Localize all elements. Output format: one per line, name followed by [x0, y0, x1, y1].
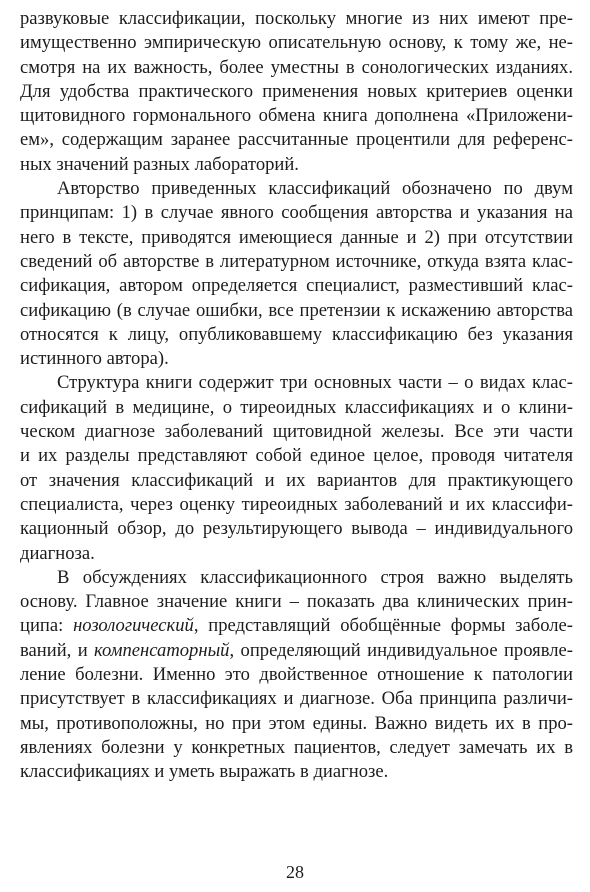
text-line: ление болезни. Именно это двойственное отношение к патологии — [20, 664, 573, 686]
text-line: него в тексте, приводятся имеющиеся данные и 2) при отсутствии — [20, 226, 573, 248]
text-fragment: , представлящий обобщённые формы заболе- — [193, 615, 573, 637]
italic-term-nosological: нозологический — [73, 615, 194, 637]
text-line — [20, 614, 573, 638]
text-line: ем», содержащим заранее рассчитанные процентили для референс- — [20, 129, 573, 151]
text-line: сификацию (в случае ошибки, все претензии к искажению авторства — [20, 299, 573, 321]
text-line: ных значений разных лабораторий. — [20, 153, 299, 175]
paragraph-1 — [20, 7, 573, 177]
text-line: классификациях и уметь выражать в диагнозе. — [20, 761, 389, 783]
text-line: основу. Главное значение книги – показать два клинических прин- — [20, 591, 573, 613]
text-line: Для удобства практического применения новых критериев оценки — [20, 80, 573, 102]
text-line: ческом диагнозе заболеваний щитовидной железы. Все эти части — [20, 421, 573, 443]
text-line: сификаций в медицине, о тиреоидных классификациях и о клини- — [20, 396, 573, 418]
text-line: Авторство приведенных классификаций обозначено по двум — [57, 178, 573, 200]
text-line: и их разделы представляют собой единое целое, проводя читателя — [20, 445, 573, 467]
paragraph-4 — [20, 566, 573, 785]
text-line: щитовидного гормонального обмена книга дополнена «Приложени- — [20, 105, 573, 127]
text-line: мы, противоположны, но при этом едины. Важно видеть их в про- — [20, 712, 573, 734]
text-line: от значения классификаций и их вариантов для практикующего — [20, 469, 573, 491]
text-line: явлениях болезни у конкретных пациентов, следует замечать их в — [20, 736, 573, 758]
text-line — [20, 639, 573, 663]
text-line: Структура книги содержит три основных части – о видах клас- — [57, 372, 573, 394]
italic-term-compensatory: компенсаторный — [94, 639, 230, 661]
paragraph-2 — [20, 177, 573, 371]
text-line: смотря на их важность, более уместны в сонологических изданиях. — [20, 56, 573, 78]
text-line: сификация, автором определяется специалист, разместивший клас- — [20, 275, 573, 297]
page-number: 28 — [286, 862, 304, 882]
text-line: кационный обзор, до результирующего вывода – индивидуального — [20, 518, 573, 540]
text-line: сведений об авторстве в литературном источнике, откуда взята клас- — [20, 250, 573, 272]
text-line: принципам: 1) в случае явного сообщения авторства и указания на — [20, 202, 573, 224]
text-fragment: , определяющий индивидуальное проявле- — [229, 639, 573, 661]
text-fragment: ципа: — [20, 615, 74, 637]
text-line: В обсуждениях классификационного строя важно выделять — [57, 566, 573, 588]
text-line: относятся к лицу, опубликовавшему классификацию без указания — [20, 323, 573, 345]
page-body — [20, 7, 573, 785]
text-line: присутствует в классификациях и диагнозе. Оба принципа различи- — [20, 688, 573, 710]
text-line: специалиста, через оценку тиреоидных заболеваний и их классифи- — [20, 493, 573, 515]
text-line: истинного автора). — [20, 348, 169, 370]
text-fragment: ваний, и — [20, 639, 95, 661]
paragraph-3 — [20, 371, 573, 565]
text-line: имущественно эмпирическую описательную основу, к тому же, не- — [20, 32, 573, 54]
text-line: развуковые классификации, поскольку многие из них имеют пре- — [20, 8, 573, 29]
text-line: диагноза. — [20, 542, 95, 564]
